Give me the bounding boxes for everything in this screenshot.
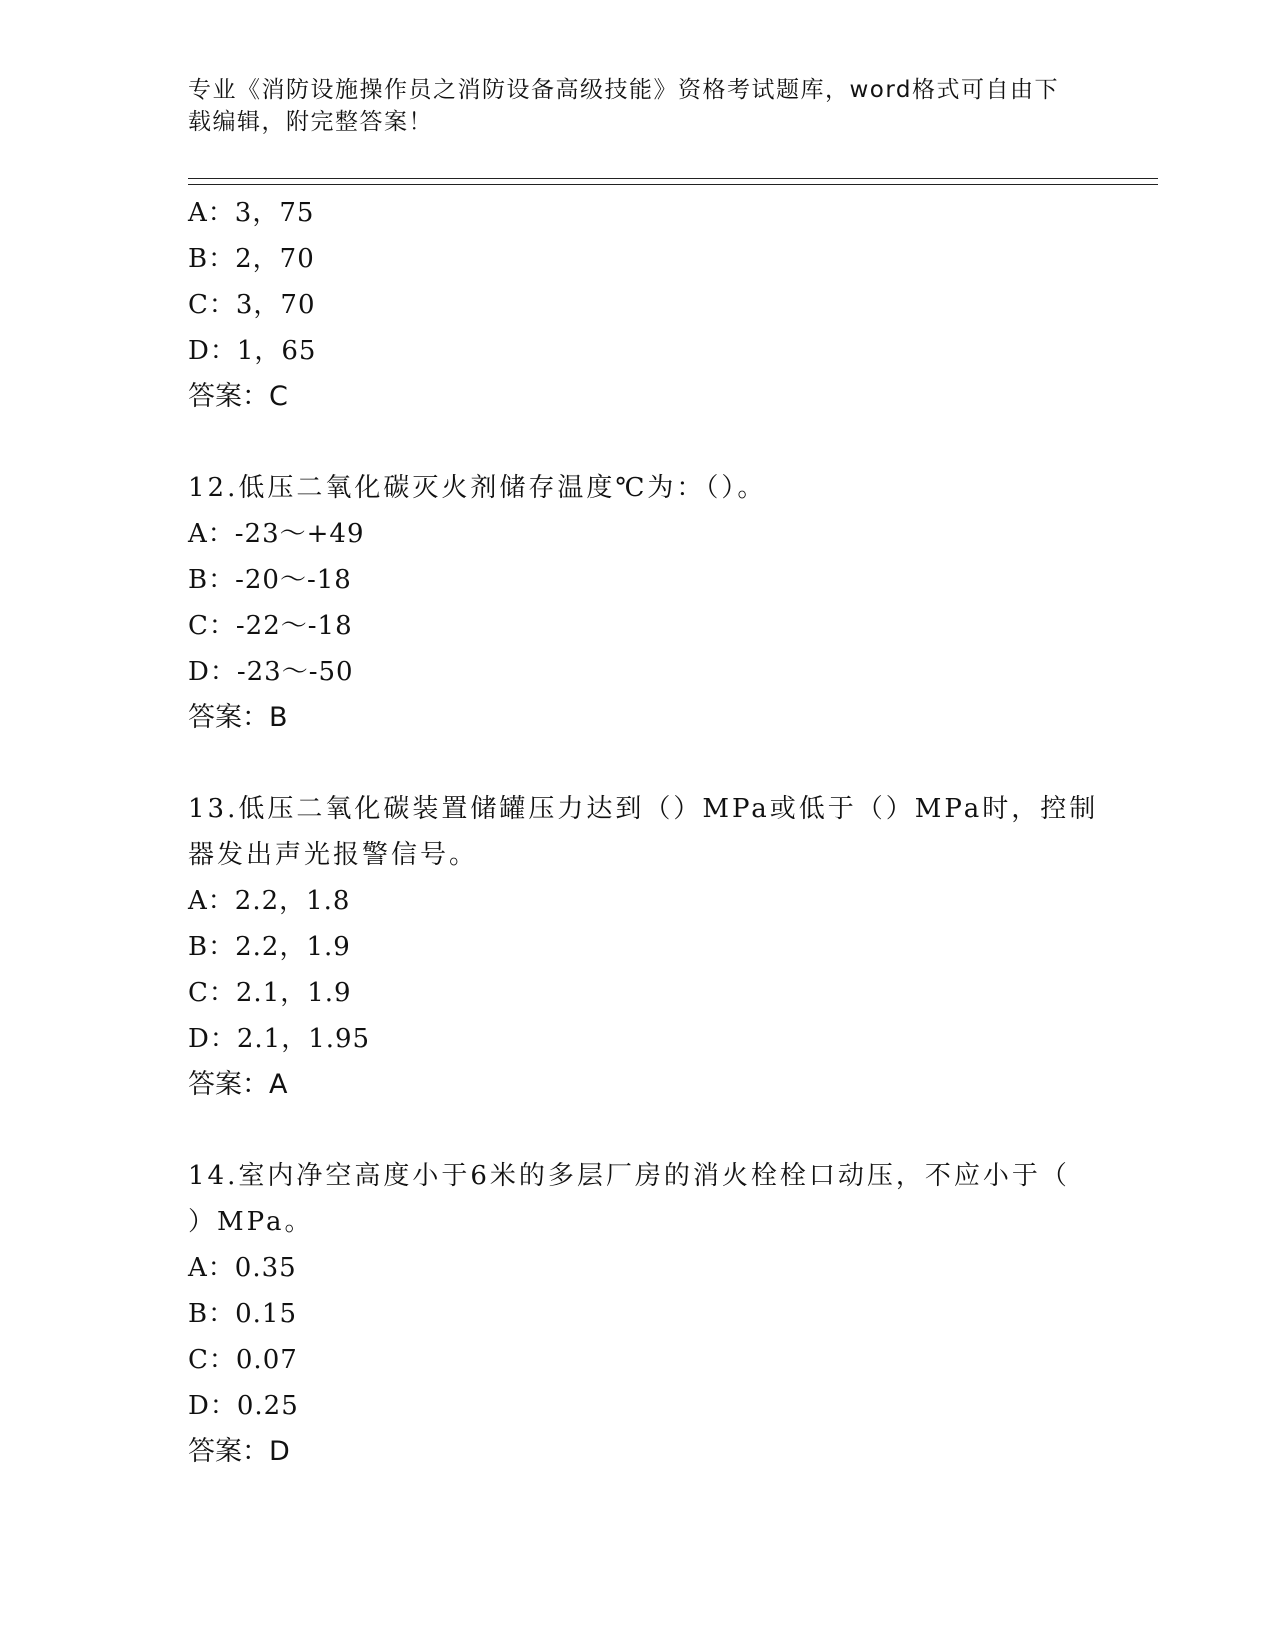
document-body [188, 190, 1099, 1475]
option-d: D：-23～-50 [188, 657, 354, 687]
option-c: C：-22～-18 [188, 611, 353, 641]
header-divider-top [188, 178, 1158, 179]
option-b: B：0.15 [188, 1299, 297, 1329]
option-c: C：3，70 [188, 290, 316, 320]
option-a: A：0.35 [188, 1253, 297, 1283]
option-d: D：1，65 [188, 336, 317, 366]
option-a: A：-23～+49 [188, 519, 365, 549]
answer-line: 答案：C [188, 381, 288, 412]
answer-line: 答案：D [188, 1436, 290, 1467]
header-line-1: 专业《消防设施操作员之消防设备高级技能》资格考试题库，word格式可自由下 [188, 77, 1060, 103]
question-stem: 14.室内净空高度小于6米的多层厂房的消火栓栓口动压，不应小于（ [188, 1161, 1070, 1191]
option-c: C：0.07 [188, 1345, 298, 1375]
question-14 [188, 1153, 1088, 1475]
question-stem-continued: ）MPa。 [188, 1207, 314, 1237]
question-stem-continued: 器发出声光报警信号。 [188, 840, 479, 870]
option-b: B：2.2，1.9 [188, 932, 351, 962]
spacer [188, 420, 1088, 465]
question-12 [188, 465, 1088, 741]
question-stem: 12.低压二氧化碳灭火剂储存温度℃为：（）。 [188, 473, 767, 503]
question-stem: 13.低压二氧化碳装置储罐压力达到（）MPa或低于（）MPa时，控制 [188, 794, 1099, 824]
header-divider-bottom [188, 184, 1158, 185]
question-11-continued [188, 190, 1088, 420]
option-a: A：3，75 [188, 198, 315, 228]
option-c: C：2.1，1.9 [188, 978, 352, 1008]
header-line-2: 载编辑，附完整答案！ [188, 109, 433, 135]
option-d: D：2.1，1.95 [188, 1024, 371, 1054]
option-a: A：2.2，1.8 [188, 886, 351, 916]
option-d: D：0.25 [188, 1391, 299, 1421]
question-13 [188, 786, 1099, 1108]
answer-line: 答案：B [188, 702, 288, 733]
answer-line: 答案：A [188, 1069, 288, 1100]
option-b: B：-20～-18 [188, 565, 352, 595]
document-header [188, 74, 1068, 138]
spacer [188, 1108, 1088, 1153]
option-b: B：2，70 [188, 244, 315, 274]
spacer [188, 741, 1088, 786]
